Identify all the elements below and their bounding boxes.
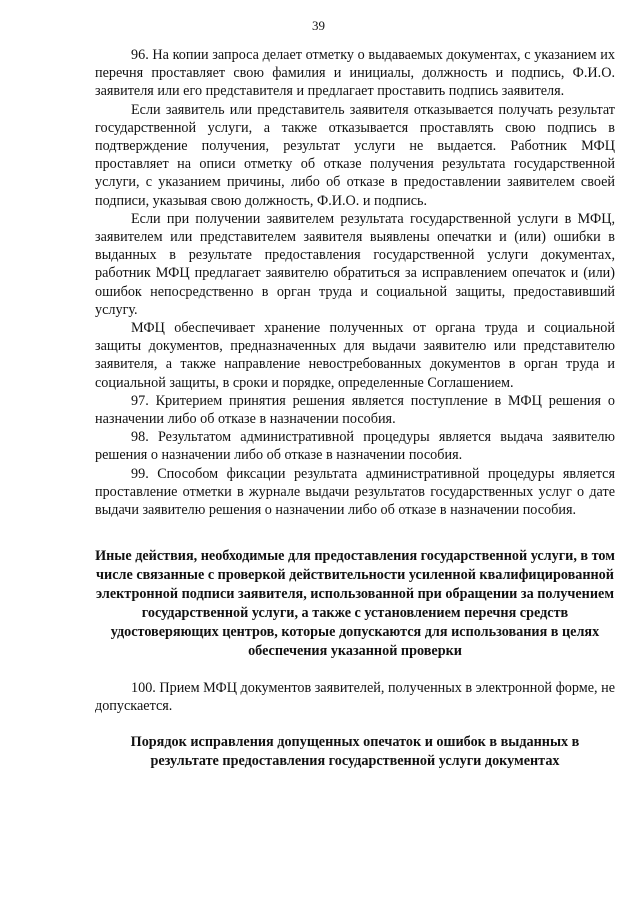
section-heading-other-actions: Иные действия, необходимые для предоставления государственной услуги, в том числе связанные с проверкой действительности усиленной квалифицированной электронной подписи заявителя, использованной при обращении за получением государственной услуги, а также с установлением перечня средств удостоверяющих центров, которые допускаются для использования в целях обеспечения указанной проверки (95, 548, 615, 660)
paragraph-96: 96. На копии запроса делает отметку о выдаваемых документах, с указанием их перечня проставляет свою фамилия и инициалы, должность и подпись, Ф.И.О. заявителя или его представителя и предлагает проставить подпись заявителя. (95, 47, 615, 100)
paragraph-100: 100. Прием МФЦ документов заявителей, полученных в электронной форме, не допускается. (95, 680, 615, 715)
paragraph-99: 99. Способом фиксации результата административной процедуры является проставление отметки в журнале выдачи результатов государственных услуг о дате выдачи заявителю решения о назначении либо об отказе в назначении пособия. (95, 465, 615, 519)
page-number: 39 (312, 18, 325, 33)
paragraph-97: 97. Критерием принятия решения является поступление в МФЦ решения о назначении либо об отказе в назначении пособия. (95, 392, 615, 428)
paragraph-refusal: Если заявитель или представитель заявителя отказывается получать результат государственной услуги, а также отказывается проставлять свою подпись в подтверждение получения, результат услуги не выдается. Работник МФЦ проставляет на описи отметку об отказе получения результата государственной услуги, с указанием причины, либо об отказе в предоставлении заявителем своей подписи, указывая свою должность, Ф.И.О. и подпись. (95, 101, 615, 209)
section-heading-corrections: Порядок исправления допущенных опечаток и ошибок в выданных в результате предоставления государственной услуги документах (130, 733, 580, 769)
paragraph-98: 98. Результатом административной процедуры является выдача заявителю решения о назначении либо об отказе в назначении пособия. (95, 429, 615, 464)
paragraph-storage: МФЦ обеспечивает хранение полученных от органа труда и социальной защиты документов, предназначенных для выдачи заявителю или представителю заявителя, а также направление невостребованных документов в орган труда и социальной защиты, в сроки и порядке, определенные Соглашением. (95, 320, 615, 391)
document-body (95, 46, 615, 771)
paragraph-errors: Если при получении заявителем результата государственной услуги в МФЦ, заявителем или представителем заявителя выявлены опечатки и (или) ошибки в выданных в результате предоставления государственной услуги документах, работник МФЦ предлагает заявителю обратиться за исправлением опечаток и (или) ошибок непосредственно в орган труда и социальной защиты, предоставивший услугу. (95, 210, 615, 318)
